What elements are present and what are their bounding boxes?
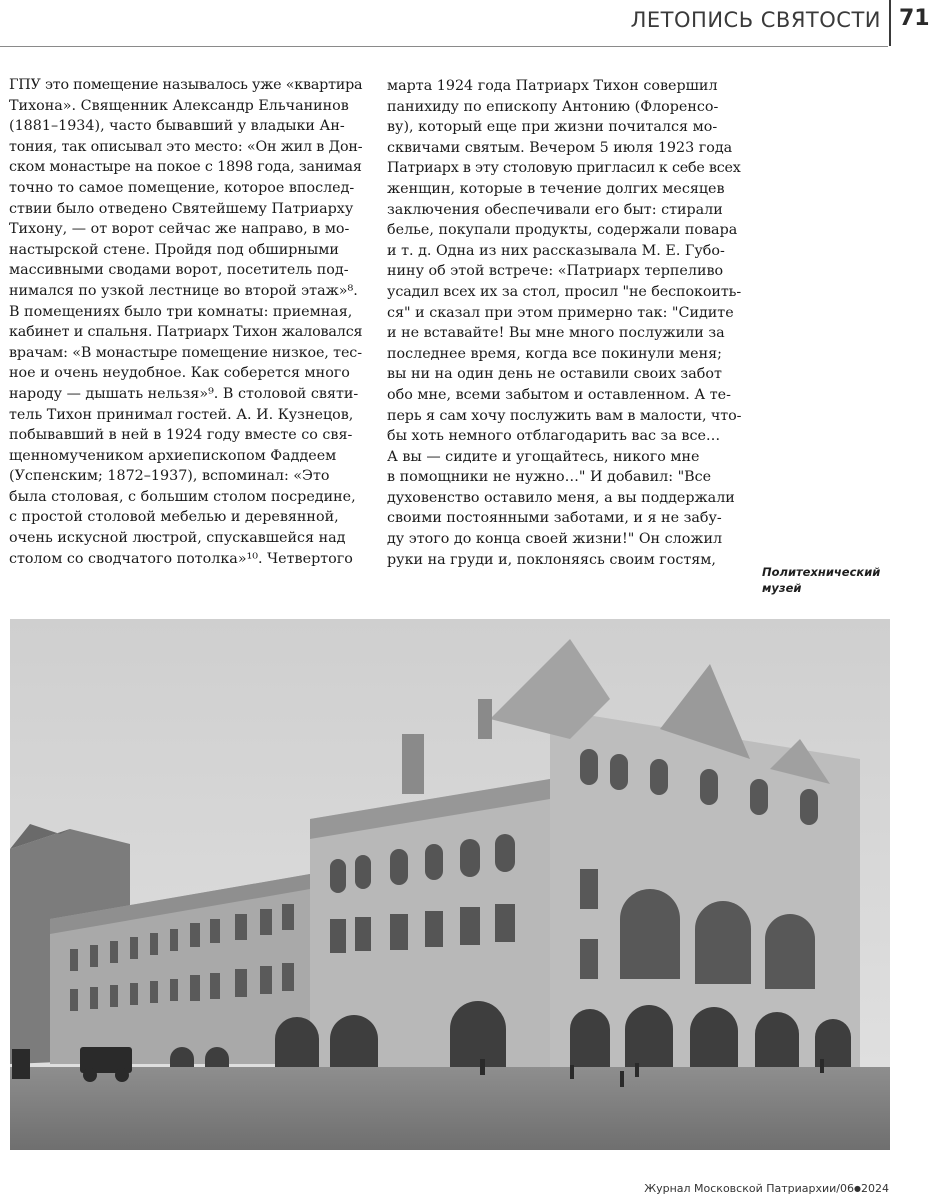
text-line: ском монастыре на покое с 1898 года, занимая <box>9 159 362 176</box>
text-line: марта 1924 года Патриарх Тихон совершил <box>387 78 718 94</box>
text-line: тель Тихон принимал гостей. А. И. Кузнецов, <box>9 406 354 423</box>
photo-caption <box>762 564 912 596</box>
text-line: нину об этой встрече: «Патриарх терпеливо <box>387 263 724 280</box>
text-line: настырской стене. Пройдя под обширными <box>9 241 339 258</box>
text-line: (Успенским; 1872–1937), вспоминал: «Это <box>9 468 330 485</box>
text-line: перь я сам хочу послужить вам в малости, что- <box>387 407 742 424</box>
header-rule <box>0 46 888 47</box>
text-line: ГПУ это помещение называлось уже «квартира <box>9 77 363 93</box>
text-line: руки на груди и, поклоняясь своим гостям, <box>387 551 716 568</box>
text-line: панихиду по епископу Антонию (Флоренсо- <box>387 98 719 115</box>
historical-photo-polytechnic-museum <box>10 619 890 1150</box>
journal-year: 2024 <box>861 1182 889 1195</box>
text-line: А вы — сидите и угощайтесь, никого мне <box>387 448 700 465</box>
text-line: обо мне, всеми забытом и оставленном. А те- <box>387 386 731 403</box>
text-line: ное и очень неудобное. Как соберется много <box>9 365 350 382</box>
text-line: ву), который еще при жизни почитался мо- <box>387 119 718 136</box>
header-divider <box>889 0 891 46</box>
article-column-right <box>387 76 741 570</box>
text-line: заключения обеспечивали его быт: стирали <box>387 201 723 218</box>
text-line: женщин, которые в течение долгих месяцев <box>387 180 725 197</box>
text-line: кабинет и спальня. Патриарх Тихон жаловался <box>9 324 363 341</box>
page-number: 71 <box>899 6 930 31</box>
text-line: щенномучеником архиепископом Фаддеем <box>9 447 337 464</box>
journal-footer <box>644 1182 889 1195</box>
text-line: сквичами святым. Вечером 5 июля 1923 года <box>387 139 733 156</box>
text-line: и т. д. Одна из них рассказывала М. Е. Губо- <box>387 242 725 259</box>
text-line: врачам: «В монастыре помещение низкое, тес- <box>9 344 362 361</box>
text-line: усадил всех их за стол, просил "не беспокоить- <box>387 283 742 300</box>
text-line: столом со сводчатого потолка»¹⁰. Четвертого <box>9 550 353 567</box>
text-line: нимался по узкой лестнице во второй этаж»⁸. <box>9 282 358 299</box>
text-line: точно то самое помещение, которое впослед- <box>9 179 355 196</box>
text-line: белье, покупали продукты, содержали повара <box>387 222 738 239</box>
text-line: бы хоть немного отблагодарить вас за все… <box>387 428 721 445</box>
text-line: (1881–1934), часто бывавший у владыки Ан- <box>9 118 345 135</box>
text-line: ду этого до конца своей жизни!" Он сложил <box>387 531 723 548</box>
text-line: Патриарх в эту столовую пригласил к себе всех <box>387 160 741 177</box>
text-line: с простой столовой мебелью и деревянной, <box>9 509 339 526</box>
text-line: тония, так описывал это место: «Он жил в Дон- <box>9 138 363 155</box>
section-title: ЛЕТОПИСЬ СВЯТОСТИ <box>630 8 881 32</box>
text-line: вы ни на один день не оставили своих забот <box>387 366 722 383</box>
text-line: своими постоянными заботами, и я не забу- <box>387 510 722 527</box>
text-line: и не вставайте! Вы мне много послужили за <box>387 325 725 342</box>
building-illustration <box>10 619 890 1150</box>
caption-line: музей <box>762 581 802 595</box>
journal-name: Журнал Московской Патриархии/06 <box>644 1182 855 1195</box>
text-line: ствии было отведено Святейшему Патриарху <box>9 200 354 217</box>
text-line: В помещениях было три комнаты: приемная, <box>9 303 353 320</box>
text-line: в помощники не нужно…" И добавил: "Все <box>387 469 712 486</box>
text-line: Тихона». Священник Александр Ельчанинов <box>9 97 349 114</box>
text-line: последнее время, когда все покинули меня; <box>387 345 722 362</box>
article-column-left <box>9 75 362 569</box>
footer-dot-icon: ● <box>854 1184 861 1193</box>
text-line: Тихону, — от ворот сейчас же направо, в мо- <box>9 221 350 238</box>
text-line: очень искусной люстрой, спускавшейся над <box>9 530 346 547</box>
text-line: массивными сводами ворот, посетитель под- <box>9 262 349 279</box>
text-line: была столовая, с большим столом посредине, <box>9 488 356 505</box>
text-line: побывавший в ней в 1924 году вместе со свя- <box>9 427 353 444</box>
caption-line: Политехнический <box>762 565 881 579</box>
text-line: народу — дышать нельзя»⁹. В столовой святи- <box>9 385 359 402</box>
text-line: ся" и сказал при этом примерно так: "Сидите <box>387 304 734 321</box>
text-line: духовенство оставило меня, а вы поддержали <box>387 489 735 506</box>
